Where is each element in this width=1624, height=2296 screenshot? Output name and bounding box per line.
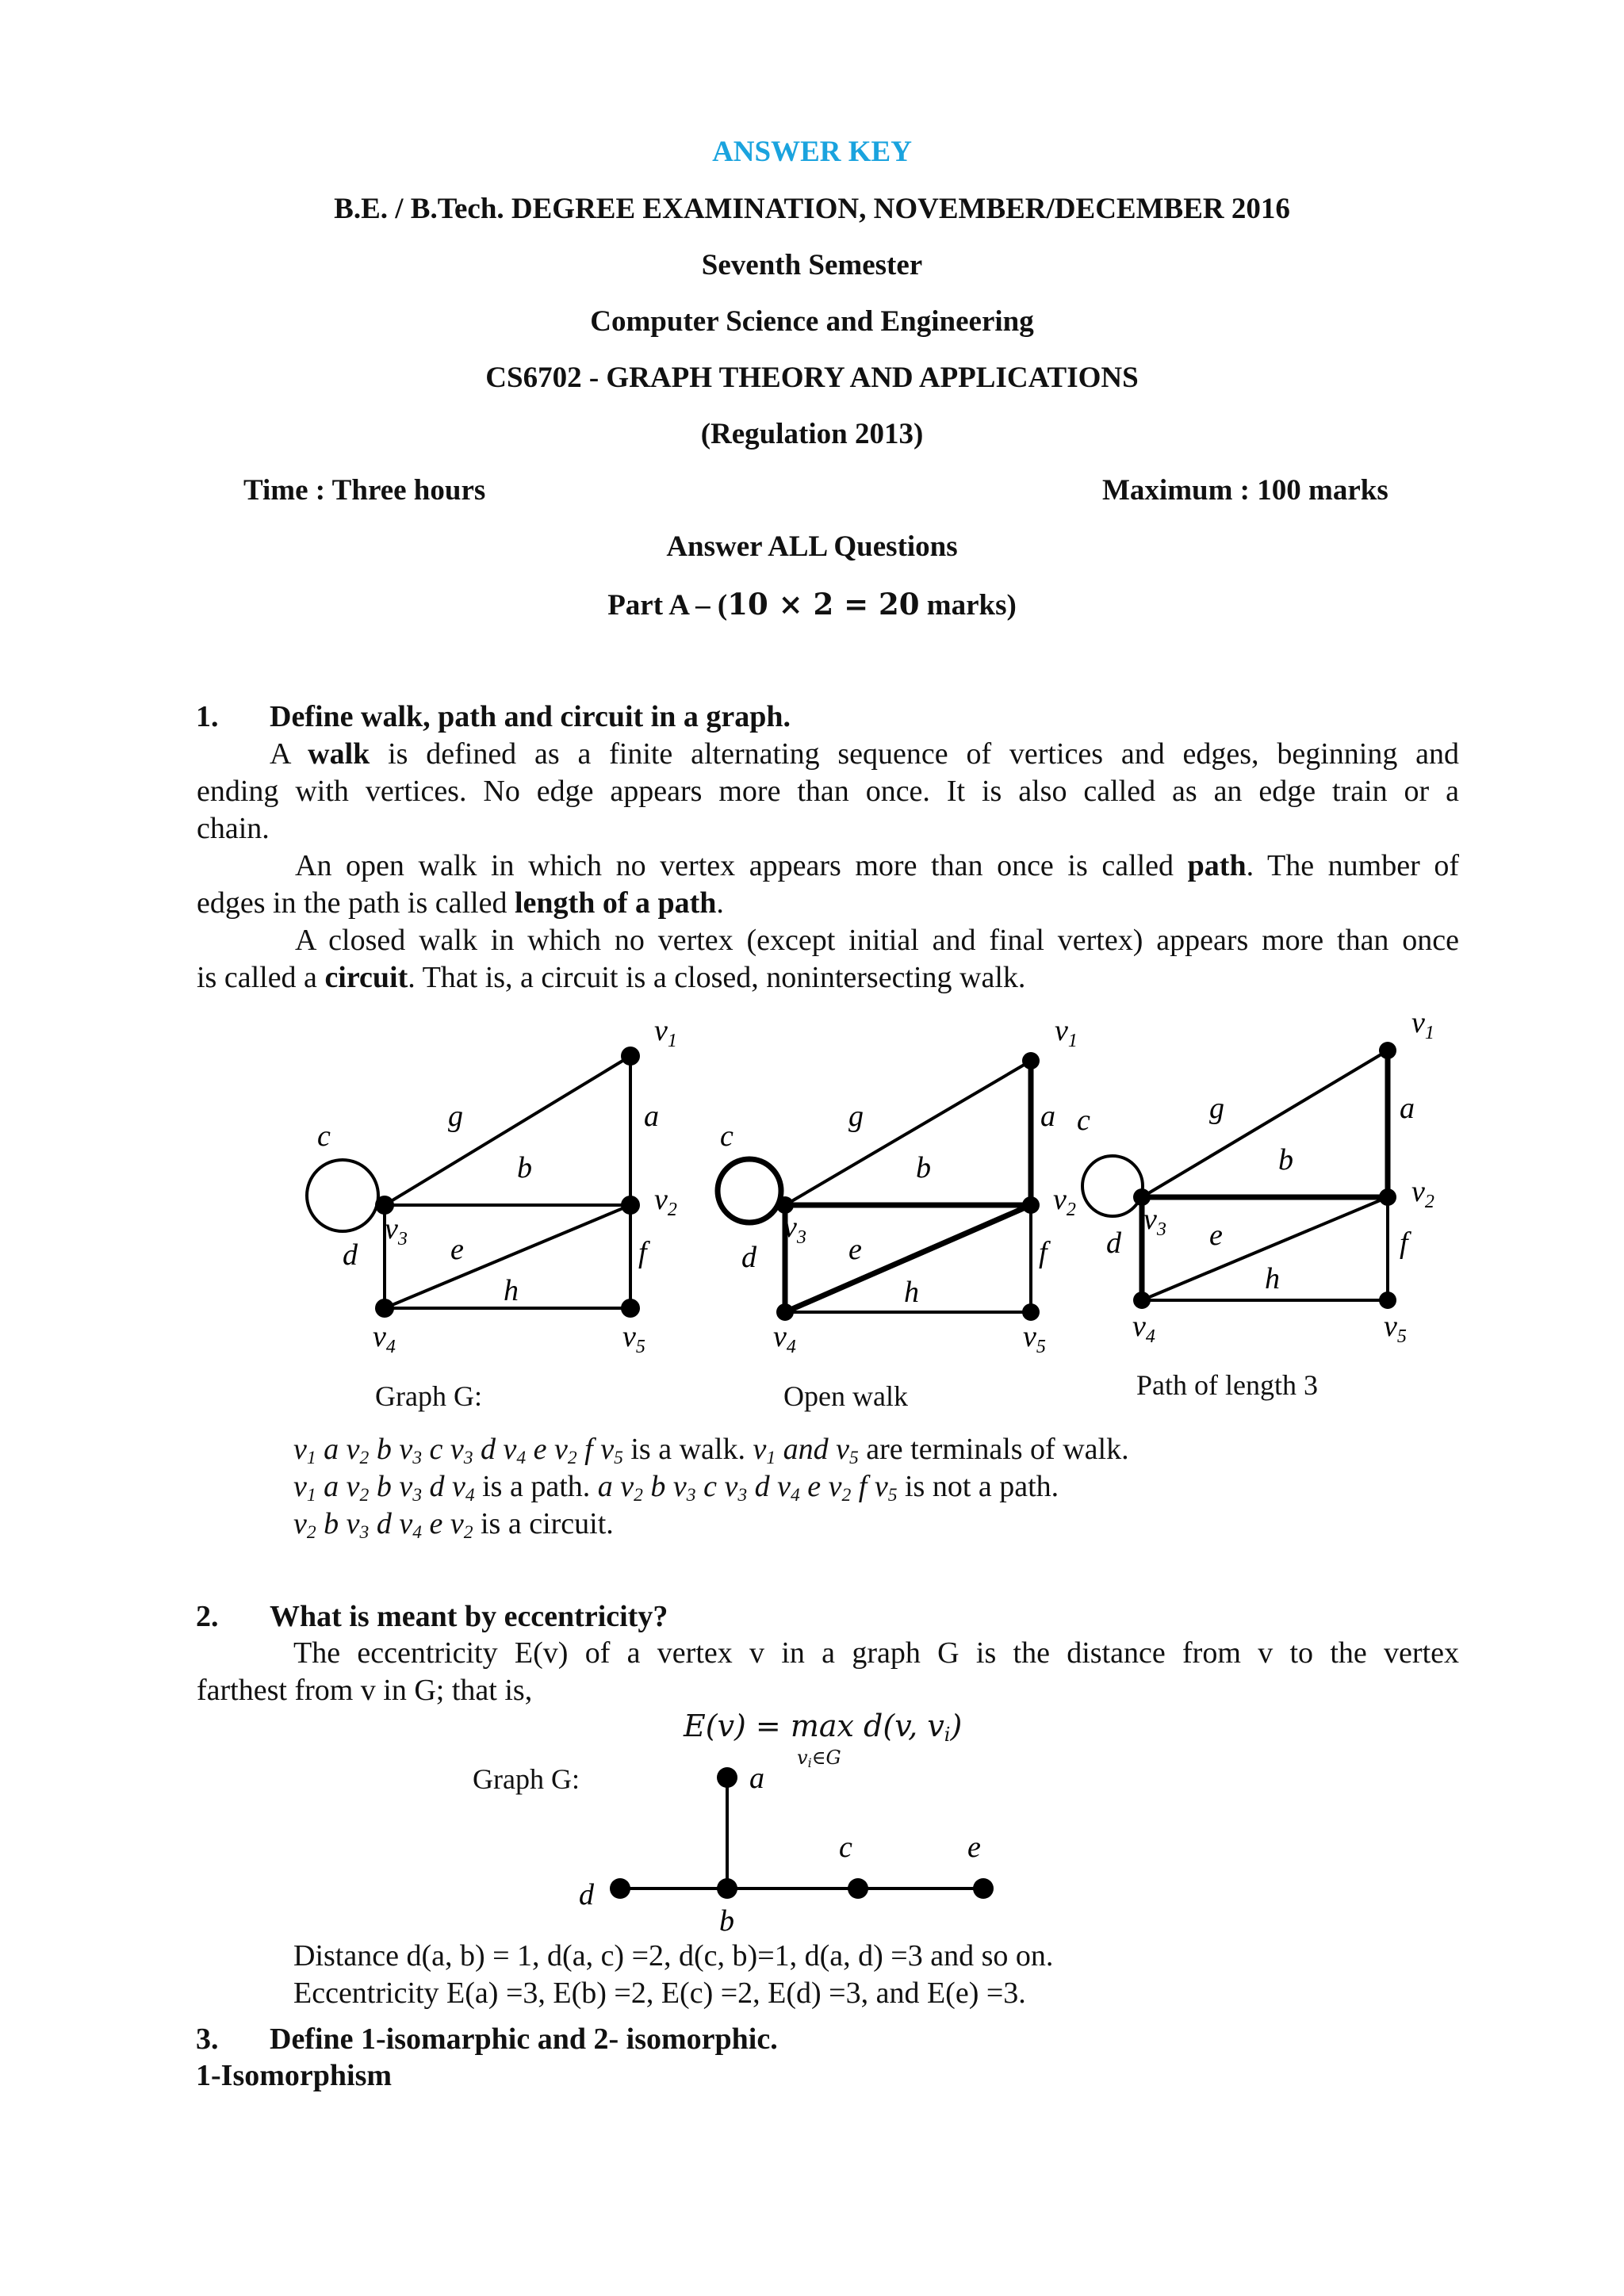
svg-text:c: c: [720, 1119, 733, 1153]
svg-text:e: e: [1209, 1219, 1223, 1252]
graph-path-length-3: [1077, 1007, 1434, 1347]
svg-text:b: b: [916, 1151, 931, 1184]
label-c: c: [317, 1119, 331, 1153]
svg-text:f: f: [1039, 1236, 1048, 1269]
graph-g: [307, 1014, 677, 1357]
q2-graph-caption: Graph G:: [473, 1763, 580, 1795]
svg-text:f: f: [1400, 1226, 1408, 1260]
vertex-a: [717, 1767, 737, 1788]
svg-text:a: a: [749, 1762, 764, 1795]
q2-distance: Distance d(a, b) = 1, d(a, c) =2, d(c, b)=1, d(a, d) =3 and so on.: [293, 1939, 1054, 1973]
regulation: (Regulation 2013): [700, 418, 924, 450]
svg-text:v1: $v_1$: [1055, 1014, 1078, 1051]
svg-text:v5: $v_5$: [1384, 1310, 1407, 1347]
q1-p1-post: is defined as a finite alternating sequence of vertices and edges, beginning and: [370, 737, 1459, 771]
instruction: Answer ALL Questions: [666, 530, 958, 563]
svg-text:v3: $v_3$: [1143, 1203, 1166, 1240]
caption-graph-g: Graph G:: [375, 1380, 482, 1412]
vertex-v5: [621, 1299, 640, 1318]
label-e: e: [450, 1233, 464, 1266]
q1-p2-line2: [197, 885, 724, 922]
q1-p2-line2-post: .: [716, 886, 724, 920]
svg-text:g: g: [848, 1100, 864, 1133]
course-title: CS6702 - GRAPH THEORY AND APPLICATIONS: [485, 362, 1139, 394]
q2-title: What is meant by eccentricity?: [270, 1600, 668, 1633]
label-h: h: [504, 1274, 519, 1307]
svg-text:a: a: [1040, 1100, 1055, 1133]
q2-line1: The eccentricity E(v) of a vertex v in a graph G is the distance from v to the vertex: [293, 1636, 1459, 1670]
vertex-d: [610, 1878, 630, 1899]
svg-text:g: g: [1209, 1092, 1224, 1125]
svg-text:v2: $v_2$: [1053, 1183, 1076, 1220]
svg-text:h: h: [1265, 1262, 1280, 1295]
q1-number: 1.: [196, 700, 219, 733]
max-marks: Maximum : 100 marks: [1102, 474, 1388, 507]
q2-graph: [0, 1760, 1624, 1942]
q1-p2-post: . The number of: [1246, 849, 1459, 882]
svg-text:b: b: [1278, 1143, 1293, 1177]
q1-p2-line2-pre: edges in the path is called: [197, 886, 515, 920]
part-a-heading: [0, 587, 1624, 622]
graph-open-walk: [718, 1014, 1078, 1357]
q1-path-line: $v_1$ a $v_2$ b $v_3$ d $v_4$ is a path. a $v_2$ b $v_3$ c $v_3$ d $v_4$ e $v_2$ f $v_5$ is not a path.: [293, 1470, 1059, 1506]
svg-text:v5: $v_5$: [622, 1320, 645, 1357]
exam-time: Time : Three hours: [243, 474, 486, 507]
q1-circuit-term: circuit: [324, 961, 408, 994]
department: Computer Science and Engineering: [590, 305, 1034, 338]
vertex-c: [848, 1878, 868, 1899]
svg-text:d: d: [1106, 1226, 1121, 1260]
vertex-v4: [375, 1299, 394, 1318]
label-b: b: [517, 1151, 532, 1184]
svg-text:e: e: [967, 1831, 981, 1864]
vertex-b: [717, 1878, 737, 1899]
svg-text:v4: $v_4$: [1132, 1310, 1155, 1347]
svg-text:v5: $v_5$: [1023, 1320, 1046, 1357]
svg-text:b: b: [719, 1904, 734, 1938]
q1-p1-line1: [270, 736, 1459, 773]
q1-title: Define walk, path and circuit in a graph.: [270, 700, 791, 733]
label-g: g: [448, 1100, 463, 1133]
q1-p3-line1: A closed walk in which no vertex (except initial and final vertex) appears more than once: [295, 924, 1459, 957]
svg-text:e: e: [848, 1233, 862, 1266]
svg-text:d: d: [579, 1878, 594, 1911]
part-a-prefix: Part A – (: [607, 589, 728, 622]
caption-open-walk: Open walk: [783, 1380, 908, 1412]
svg-text:v2: $v_2$: [654, 1183, 677, 1220]
edge-g: [385, 1056, 630, 1205]
caption-path-length: Path of length 3: [1136, 1369, 1318, 1401]
part-a-suffix: marks): [919, 589, 1017, 622]
svg-text:v2: $v_2$: [1411, 1175, 1434, 1212]
q1-walk-line: $v_1$ a $v_2$ b $v_3$ c $v_3$ d $v_4$ e $v_2$ f $v_5$ is a walk. $v_1$ and $v_5$ are terminals of walk.: [293, 1433, 1129, 1468]
svg-text:a: a: [1400, 1092, 1415, 1125]
self-loop-c: [307, 1160, 378, 1231]
svg-text:v4: $v_4$: [773, 1320, 796, 1357]
q3-number: 3.: [196, 2022, 219, 2056]
svg-text:c: c: [839, 1831, 852, 1864]
vertex-e: [973, 1878, 994, 1899]
q1-p1-line2: ending with vertices. No edge appears more than once. It is also called as an edge train or a: [197, 775, 1459, 808]
q1-p2-pre: An open walk in which no vertex appears more than once is called: [295, 849, 1188, 882]
svg-text:h: h: [904, 1276, 919, 1309]
vertex-v2: [621, 1196, 640, 1215]
semester: Seventh Semester: [701, 249, 923, 281]
q1-circuit-line: $v_2$ b $v_3$ d $v_4$ e $v_2$ is a circuit.: [293, 1507, 614, 1543]
q1-p1-line3: chain.: [197, 812, 270, 845]
svg-text:c: c: [1077, 1104, 1090, 1137]
svg-text:v1: $v_1$: [1411, 1007, 1434, 1043]
q1-p2-line1: [295, 848, 1459, 885]
q1-p3-line2: [197, 959, 1025, 997]
q3-subtitle: 1-Isomorphism: [196, 2059, 393, 2092]
q2-number: 2.: [196, 1600, 219, 1633]
svg-text:d: d: [741, 1241, 756, 1274]
q1-p3-pre: is called a: [197, 961, 325, 994]
q1-path-term: path: [1187, 849, 1247, 882]
svg-text:v1: $v_1$: [654, 1014, 677, 1051]
eccentricity-formula: E(v) = max d(v, $v_i$): [684, 1709, 963, 1746]
svg-text:v4: $v_4$: [373, 1320, 396, 1357]
q1-length-term: length of a path: [515, 886, 717, 920]
q3-title: Define 1-isomarphic and 2- isomorphic.: [270, 2022, 778, 2056]
q1-p1-pre: A: [270, 737, 308, 771]
answer-key-title: ANSWER KEY: [712, 136, 912, 168]
label-d: d: [343, 1238, 358, 1272]
q2-line2: farthest from v in G; that is,: [197, 1674, 533, 1707]
svg-text:v3: $v_3$: [783, 1211, 806, 1248]
q2-eccentricity: Eccentricity E(a) =3, E(b) =2, E(c) =2, E(d) =3, and E(e) =3.: [293, 1976, 1026, 2010]
q1-p3-post: . That is, a circuit is a closed, nonintersecting walk.: [408, 961, 1026, 994]
formula-subscript: $v_i\in G$: [797, 1747, 841, 1770]
label-f: f: [638, 1236, 647, 1269]
vertex-v1: [621, 1047, 640, 1066]
part-a-math: 10 × 2 = 20: [727, 587, 920, 622]
label-a: a: [644, 1100, 659, 1133]
svg-text:v3: $v_3$: [385, 1212, 408, 1249]
exam-title: B.E. / B.Tech. DEGREE EXAMINATION, NOVEMBER/DECEMBER 2016: [334, 193, 1290, 225]
q1-walk-term: walk: [308, 737, 370, 771]
